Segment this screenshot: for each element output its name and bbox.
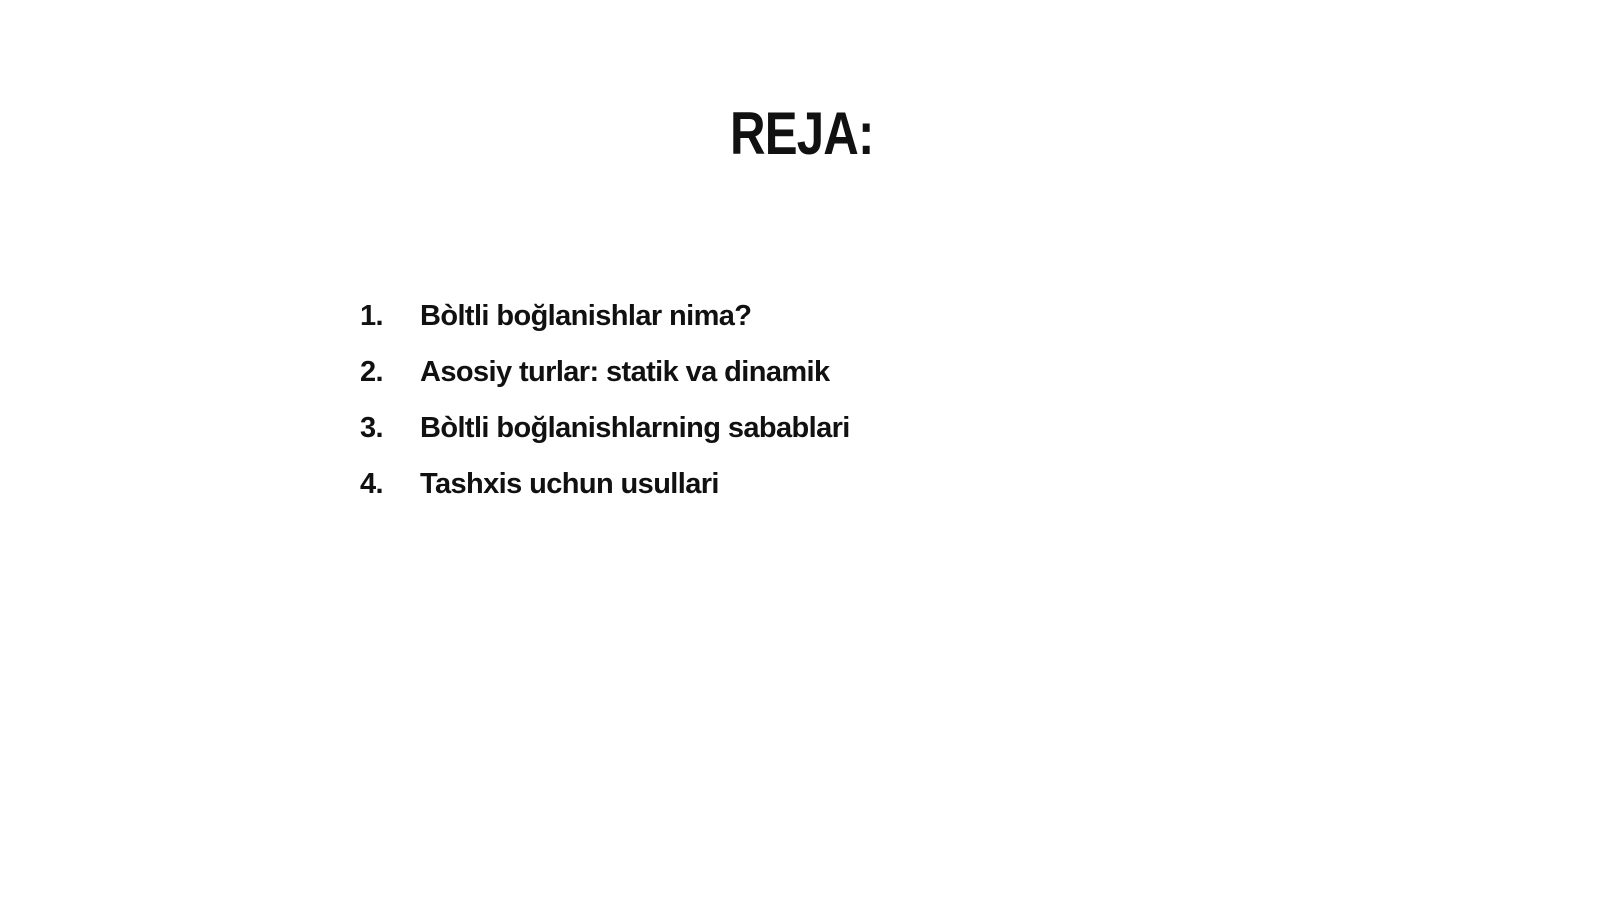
slide-title: REJA: (730, 100, 874, 167)
list-item-number: 3. (360, 412, 383, 444)
list-item (360, 456, 850, 512)
list-item-text: Bòltli boğlanishlarning sabablari (420, 412, 850, 444)
list-item-text: Tashxis uchun usullari (420, 468, 719, 500)
plan-list (360, 288, 850, 512)
list-item-number: 2. (360, 356, 383, 388)
list-item (360, 400, 850, 456)
list-item (360, 288, 850, 344)
list-item-text: Asosiy turlar: statik va dinamik (420, 356, 830, 388)
list-item-number: 4. (360, 468, 383, 500)
list-item-number: 1. (360, 300, 383, 332)
list-item-text: Bòltli boğlanishlar nima? (420, 300, 752, 332)
list-item (360, 344, 850, 400)
